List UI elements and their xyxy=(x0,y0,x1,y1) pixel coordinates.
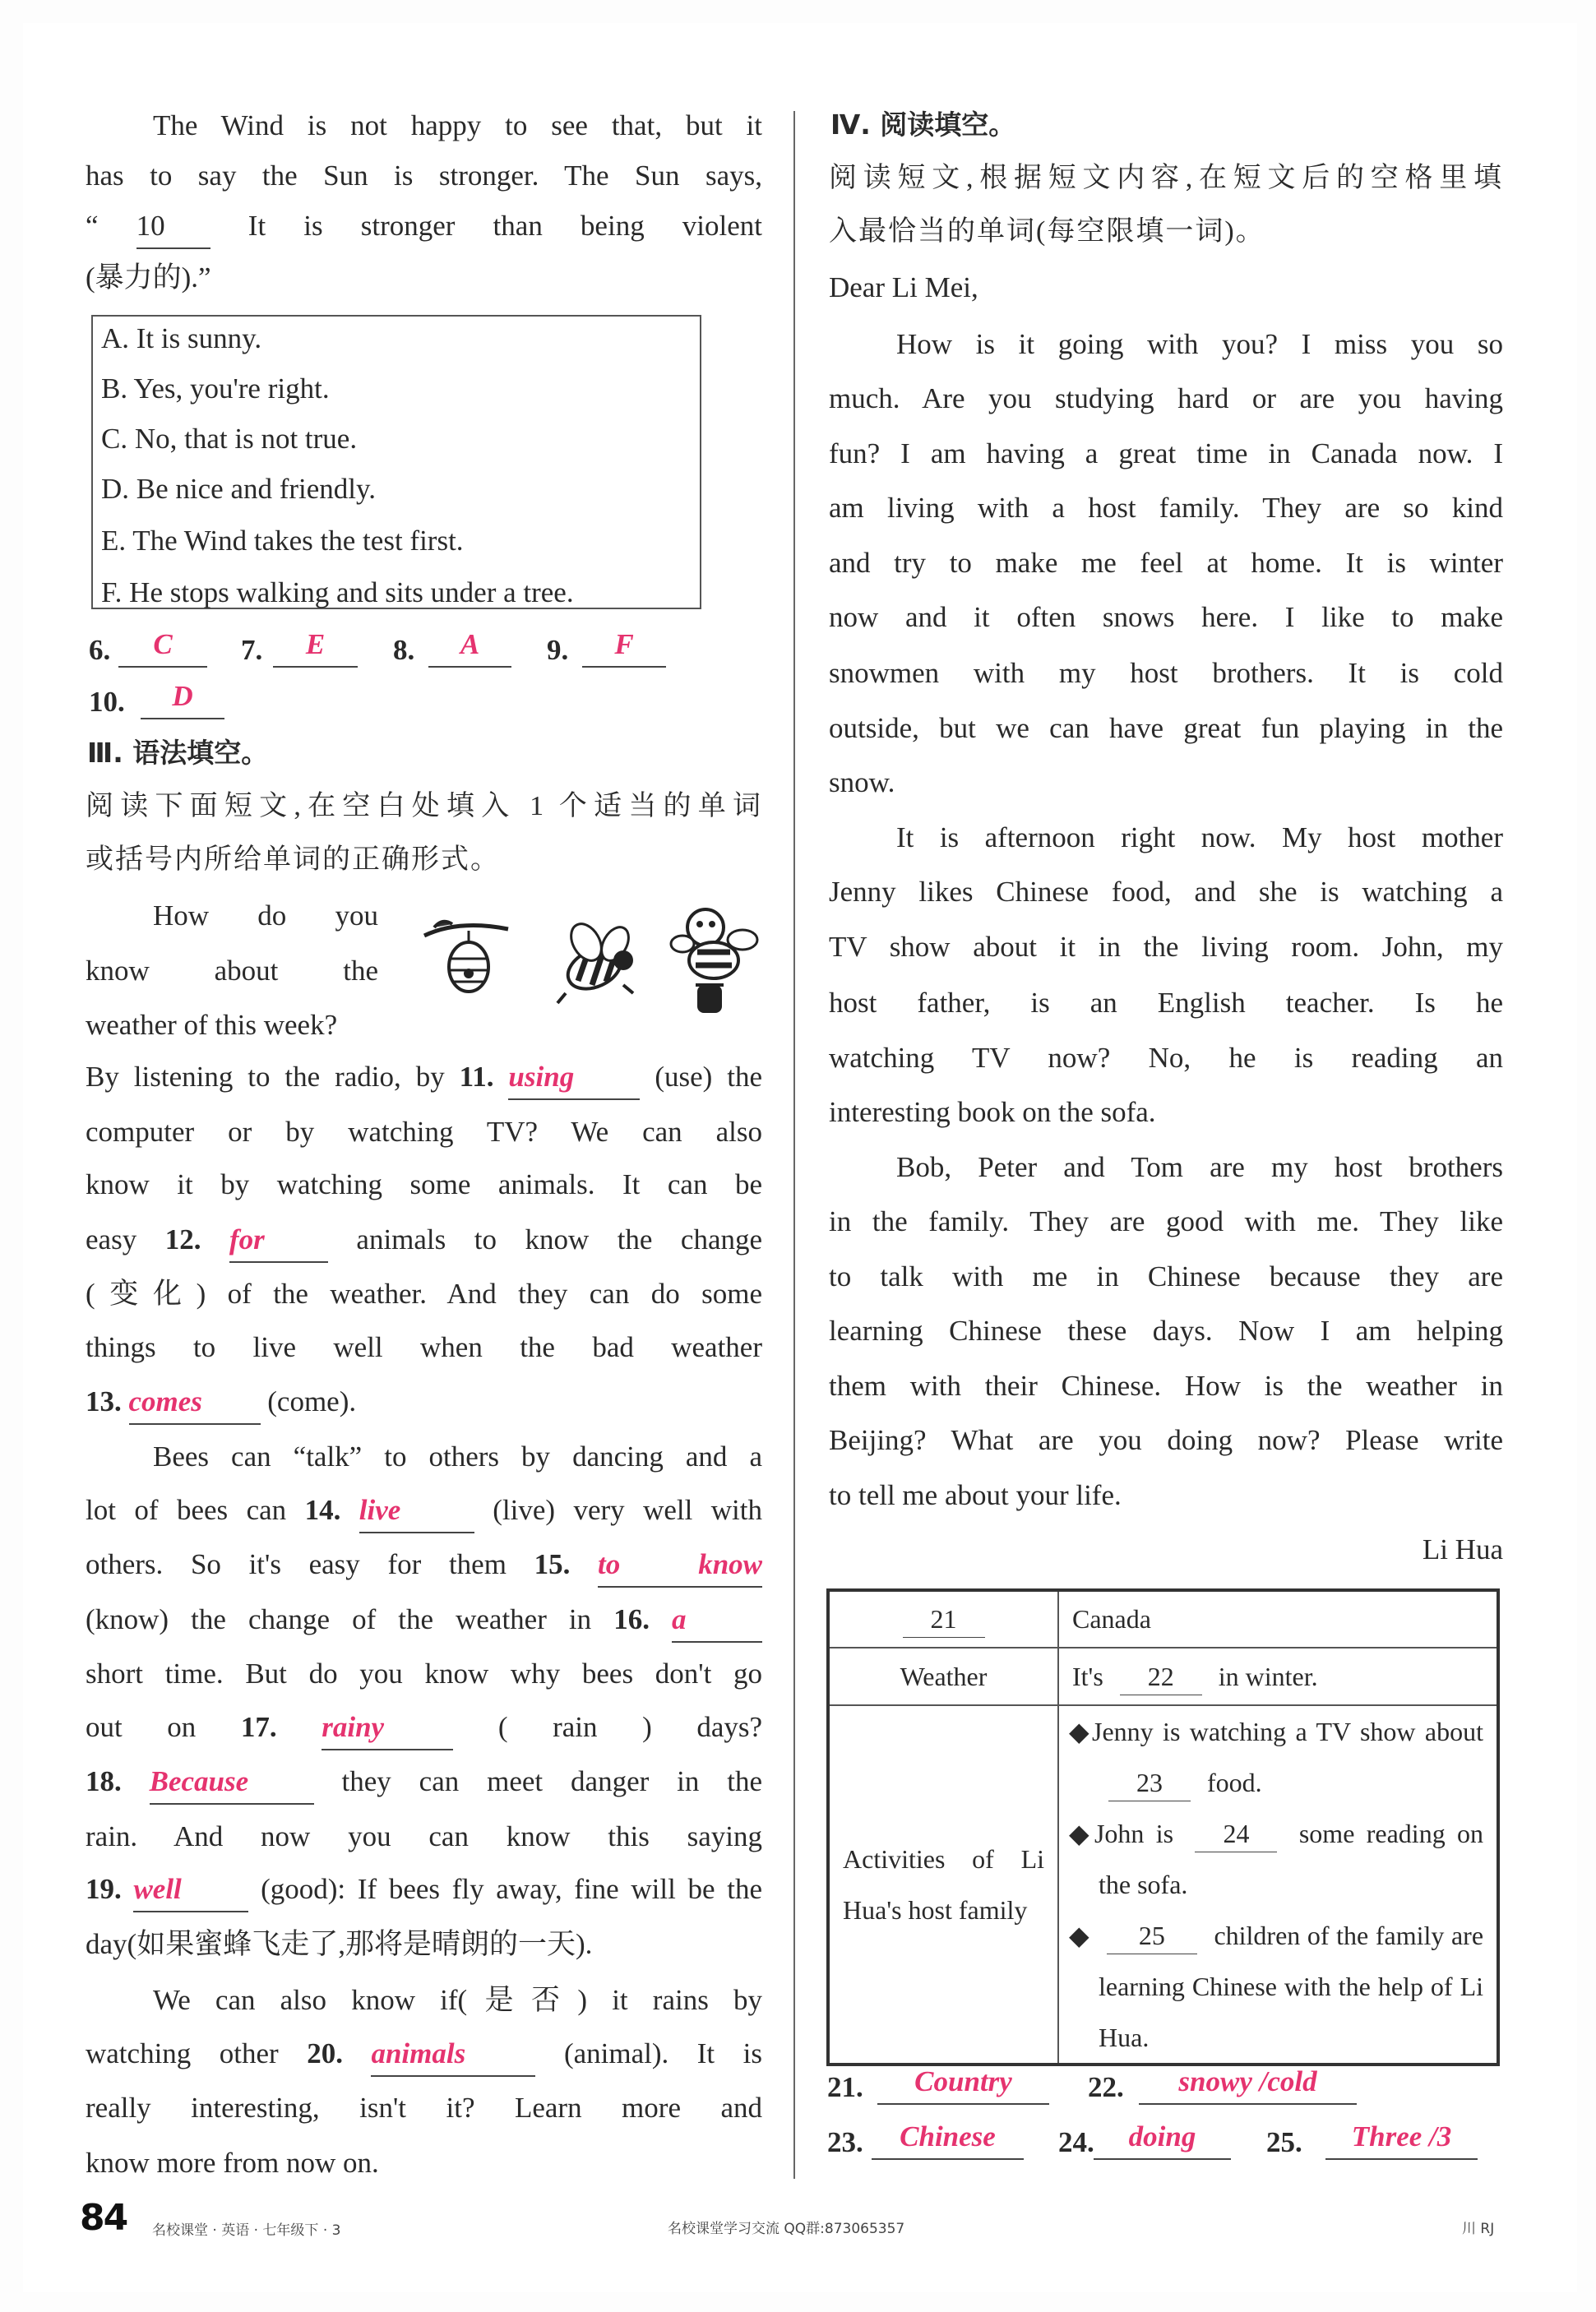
bees-illustration xyxy=(418,903,763,1022)
footer-center-text: 名校课堂学习交流 QQ群:873065357 xyxy=(668,2221,905,2237)
beehive-icon xyxy=(424,922,508,992)
table-blank-25: 25 xyxy=(1107,1917,1197,1954)
text-line xyxy=(896,317,1503,372)
text-segment: rain. And now you can know this saying xyxy=(86,1820,762,1852)
answer-13: comes xyxy=(129,1380,261,1425)
table-blank-21: 21 xyxy=(903,1601,985,1638)
blank-number: 17. xyxy=(240,1711,277,1743)
answer-10: D xyxy=(141,675,224,719)
text-line xyxy=(829,865,1503,919)
text-segment: The Wind is not happy to see that, but it xyxy=(153,109,762,141)
blank-number: 15. xyxy=(534,1548,571,1580)
text-segment: out on xyxy=(86,1711,197,1743)
answer-number: 22. xyxy=(1088,2071,1124,2103)
table-blank-23: 23 xyxy=(1108,1764,1191,1801)
text-segment: things to live well when the bad weather xyxy=(86,1331,762,1363)
text-line xyxy=(829,920,1503,974)
text-segment: day(如果蜜蜂飞走了,那将是晴朗的一天). xyxy=(86,1928,593,1960)
text-segment: to tell me about your life. xyxy=(829,1479,1122,1511)
answer-number: 10. xyxy=(89,686,125,718)
options-box xyxy=(91,315,701,609)
text-segment: animals to know the change xyxy=(356,1223,763,1255)
text-segment: host father, is an English teacher. Is he xyxy=(829,987,1503,1019)
text-segment: computer or by watching TV? We can also xyxy=(86,1116,762,1148)
text-line xyxy=(153,1430,762,1484)
diamond-bullet-icon: ◆ xyxy=(1069,1717,1092,1746)
answer-23: Chinese xyxy=(872,2115,1024,2160)
letter-greeting: Dear Li Mei, xyxy=(829,271,978,303)
text-line xyxy=(829,372,1503,426)
text-line xyxy=(86,149,762,203)
text-line xyxy=(86,944,378,998)
text-line xyxy=(829,1359,1503,1413)
table-blank-24: 24 xyxy=(1195,1815,1277,1852)
answer-12: for xyxy=(229,1218,328,1263)
text-line xyxy=(86,1810,762,1864)
text-segment: watching TV now? No, he is reading an xyxy=(829,1042,1503,1074)
text-segment: short time. But do you know why bees don't go xyxy=(86,1658,762,1690)
text-line xyxy=(829,1085,1503,1140)
section-3-heading: Ⅲ. 语法填空。 xyxy=(87,737,269,769)
text-line xyxy=(829,1031,1503,1085)
text-line xyxy=(86,1267,762,1321)
text-line xyxy=(86,2081,762,2135)
bee-with-pot-icon xyxy=(671,909,757,1013)
text-line xyxy=(86,1755,762,1809)
text-segment: TV show about it in the living room. John, my xyxy=(829,931,1503,963)
answer-number: 9. xyxy=(547,634,569,666)
edition-mark: 川 RJ xyxy=(1462,2221,1495,2237)
answer-21: Country xyxy=(877,2060,1049,2105)
section-4-instruction: 阅读短文,根据短文内容,在短文后的空格里填 xyxy=(829,163,1503,193)
answer-number: 23. xyxy=(827,2126,863,2158)
text-segment: It is stronger than being violent xyxy=(247,210,763,242)
answer-22: snowy /cold xyxy=(1139,2060,1357,2105)
text-segment: (good): If bees fly away, fine will be the xyxy=(261,1873,762,1905)
text-line xyxy=(153,1973,762,2028)
text-line xyxy=(86,1537,762,1592)
text-line xyxy=(829,1195,1503,1249)
table-cell: Activities of Li Hua's host family xyxy=(828,1705,1058,2065)
option-f: F. He stops walking and sits under a tree. xyxy=(101,576,574,608)
blank-number: 13. xyxy=(86,1385,122,1417)
text-segment: know it by watching some animals. It can be xyxy=(86,1168,762,1200)
numbered-blank: 10 xyxy=(136,205,210,249)
text-segment: ( rain ) days? xyxy=(497,1711,763,1743)
answer-11: using xyxy=(508,1056,640,1100)
text-segment: watching other xyxy=(86,2037,279,2069)
text-line xyxy=(86,1213,762,1267)
text-segment: (animal). It is xyxy=(563,2037,762,2069)
text-line xyxy=(896,1140,1503,1195)
text-line xyxy=(153,99,762,153)
answer-number: 24. xyxy=(1058,2126,1094,2158)
answer-number: 25. xyxy=(1266,2126,1302,2158)
table-bullet-item xyxy=(1069,1706,1483,1808)
option-b: B. Yes, you're right. xyxy=(101,372,330,405)
blank-number: 18. xyxy=(86,1765,122,1797)
option-a: A. It is sunny. xyxy=(101,322,262,354)
table-text: It's xyxy=(1072,1661,1103,1691)
text-line xyxy=(829,756,1503,810)
answer-9: F xyxy=(582,623,666,668)
text-segment: (come). xyxy=(267,1385,357,1417)
text-line xyxy=(896,811,1503,865)
text-segment: snow. xyxy=(829,766,895,798)
text-segment: By listening to the radio, by xyxy=(86,1061,445,1093)
column-divider xyxy=(793,111,795,2179)
table-blank-22: 22 xyxy=(1120,1658,1202,1695)
blank-number: 16. xyxy=(613,1603,650,1635)
text-segment: know about the xyxy=(86,955,378,987)
text-line xyxy=(86,1862,762,1917)
page-number: 84 xyxy=(80,2197,127,2239)
text-line xyxy=(829,1250,1503,1304)
option-d: D. Be nice and friendly. xyxy=(101,473,377,505)
text-segment: to talk with me in Chinese because they are xyxy=(829,1260,1503,1292)
text-segment: now and it often snows here. I like to make xyxy=(829,601,1503,633)
text-segment: It is afternoon right now. My host mother xyxy=(896,821,1503,853)
text-line xyxy=(86,1483,762,1537)
text-line xyxy=(86,1158,762,1212)
text-segment: am living with a host family. They are so kind xyxy=(829,492,1503,524)
text-segment: (变化) of the weather. And they can do some xyxy=(86,1278,762,1310)
text-line xyxy=(86,1375,762,1429)
text-segment: others. So it's easy for them xyxy=(86,1548,507,1580)
text-segment: Jenny likes Chinese food, and she is watching a xyxy=(829,876,1503,908)
text-line xyxy=(86,998,378,1052)
text-segment: in the family. They are good with me. They like xyxy=(829,1205,1503,1237)
blank-number: 19. xyxy=(86,1873,122,1905)
text-line xyxy=(829,1468,1503,1523)
text-segment: lot of bees can xyxy=(86,1494,287,1526)
diamond-bullet-icon: ◆ xyxy=(1069,1819,1094,1848)
answer-8: A xyxy=(428,623,511,668)
text-segment: outside, but we can have great fun playing in the xyxy=(829,712,1503,744)
text-segment: snowmen with my host brothers. It is cold xyxy=(829,657,1503,689)
text-segment: know more from now on. xyxy=(86,2147,379,2179)
text-segment: We can also know if(是否) it rains by xyxy=(153,1984,762,2016)
text-line xyxy=(829,590,1503,645)
text-segment: “ xyxy=(86,210,99,242)
answer-number: 7. xyxy=(241,634,263,666)
diamond-bullet-icon: ◆ xyxy=(1069,1921,1090,1950)
text-segment: (暴力的).” xyxy=(86,261,211,294)
text-segment: Beijing? What are you doing now? Please write xyxy=(829,1424,1503,1456)
text-line xyxy=(829,976,1503,1030)
answer-15: to know xyxy=(598,1543,762,1588)
table-text: food. xyxy=(1207,1768,1262,1797)
answer-25: Three /3 xyxy=(1325,2115,1478,2160)
option-e: E. The Wind takes the test first. xyxy=(101,525,464,557)
text-segment: and try to make me feel at home. It is winter xyxy=(829,547,1503,579)
answer-14: live xyxy=(359,1489,474,1533)
text-segment: really interesting, isn't it? Learn more and xyxy=(86,2092,762,2124)
text-segment: How is it going with you? I miss you so xyxy=(896,328,1503,360)
text-segment: (live) very well with xyxy=(493,1494,763,1526)
book-title: 名校课堂 · 英语 · 七年级下 · 3 xyxy=(152,2222,341,2239)
blank-number: 20. xyxy=(307,2037,343,2069)
text-segment: Bees can “talk” to others by dancing and a xyxy=(153,1440,762,1473)
text-line xyxy=(829,646,1503,701)
table-cell xyxy=(1058,1705,1498,2065)
text-line xyxy=(86,251,762,305)
answer-number: 6. xyxy=(89,634,111,666)
text-line xyxy=(86,1917,762,1972)
text-line xyxy=(86,199,762,253)
text-line xyxy=(86,1050,762,1104)
answer-7: E xyxy=(273,623,358,668)
section-3-instruction: 阅读下面短文,在空白处填入 1 个适当的单词 xyxy=(86,791,762,821)
letter-signature: Li Hua xyxy=(1422,1533,1503,1565)
answer-17: rainy xyxy=(322,1706,453,1750)
text-line xyxy=(829,481,1503,535)
text-line xyxy=(86,1700,762,1755)
text-line xyxy=(829,536,1503,590)
answer-6: C xyxy=(118,623,207,668)
blank-number: 11. xyxy=(459,1061,494,1093)
text-line xyxy=(86,1647,762,1701)
answer-number: 8. xyxy=(393,634,415,666)
text-segment: interesting book on the sofa. xyxy=(829,1096,1156,1128)
answer-18: Because xyxy=(150,1760,314,1805)
text-line xyxy=(86,2027,762,2081)
blank-number: 14. xyxy=(304,1494,341,1526)
table-cell xyxy=(1058,1648,1498,1705)
section-4-instruction: 入最恰当的单词(每空限填一词)。 xyxy=(829,216,1265,247)
text-segment: (use) the xyxy=(655,1061,763,1093)
table-text: some reading on the sofa. xyxy=(1099,1819,1484,1899)
text-line xyxy=(86,1105,762,1159)
text-segment: has to say the Sun is stronger. The Sun says, xyxy=(86,160,762,192)
text-segment: learning Chinese these days. Now I am helping xyxy=(829,1315,1503,1347)
answer-19: well xyxy=(133,1868,248,1912)
table-text: in winter. xyxy=(1218,1661,1318,1691)
text-line xyxy=(829,1304,1503,1358)
answer-16: a xyxy=(672,1598,762,1643)
table-cell: Weather xyxy=(828,1648,1058,1705)
text-segment: much. Are you studying hard or are you having xyxy=(829,382,1503,414)
table-bullet-item xyxy=(1069,1808,1483,1910)
table-text: John is xyxy=(1094,1819,1174,1848)
answer-24: doing xyxy=(1094,2115,1231,2160)
text-segment: easy xyxy=(86,1223,137,1255)
text-line xyxy=(86,2136,762,2190)
table-text: children of the family are learning Chinese with the help of Li Hua. xyxy=(1099,1921,1484,2052)
table-cell xyxy=(828,1590,1058,1648)
section-3-instruction: 或括号内所给单词的正确形式。 xyxy=(86,844,500,875)
section-4-heading: Ⅳ. 阅读填空。 xyxy=(830,109,1016,141)
text-line xyxy=(829,427,1503,481)
text-segment: How do you xyxy=(153,899,378,932)
option-c: C. No, that is not true. xyxy=(101,423,358,455)
answer-20: animals xyxy=(371,2032,535,2077)
text-segment: them with their Chinese. How is the weather in xyxy=(829,1370,1503,1402)
text-segment: they can meet danger in the xyxy=(341,1765,763,1797)
text-line xyxy=(829,701,1503,756)
summary-table xyxy=(826,1588,1500,2066)
text-segment: weather of this week? xyxy=(86,1009,338,1041)
text-segment: (know) the change of the weather in xyxy=(86,1603,592,1635)
table-cell: Canada xyxy=(1058,1590,1498,1648)
text-segment: Bob, Peter and Tom are my host brothers xyxy=(896,1151,1503,1183)
text-segment: fun? I am having a great time in Canada now. I xyxy=(829,437,1503,469)
text-line xyxy=(86,1593,762,1647)
bee-icon xyxy=(557,918,634,1003)
answer-number: 21. xyxy=(827,2071,863,2103)
table-bullet-item xyxy=(1069,1910,1483,2063)
text-line xyxy=(829,1413,1503,1468)
table-text: Jenny is watching a TV show about xyxy=(1092,1717,1483,1746)
blank-number: 12. xyxy=(164,1223,201,1255)
text-line xyxy=(86,1320,762,1375)
text-line xyxy=(153,889,378,943)
